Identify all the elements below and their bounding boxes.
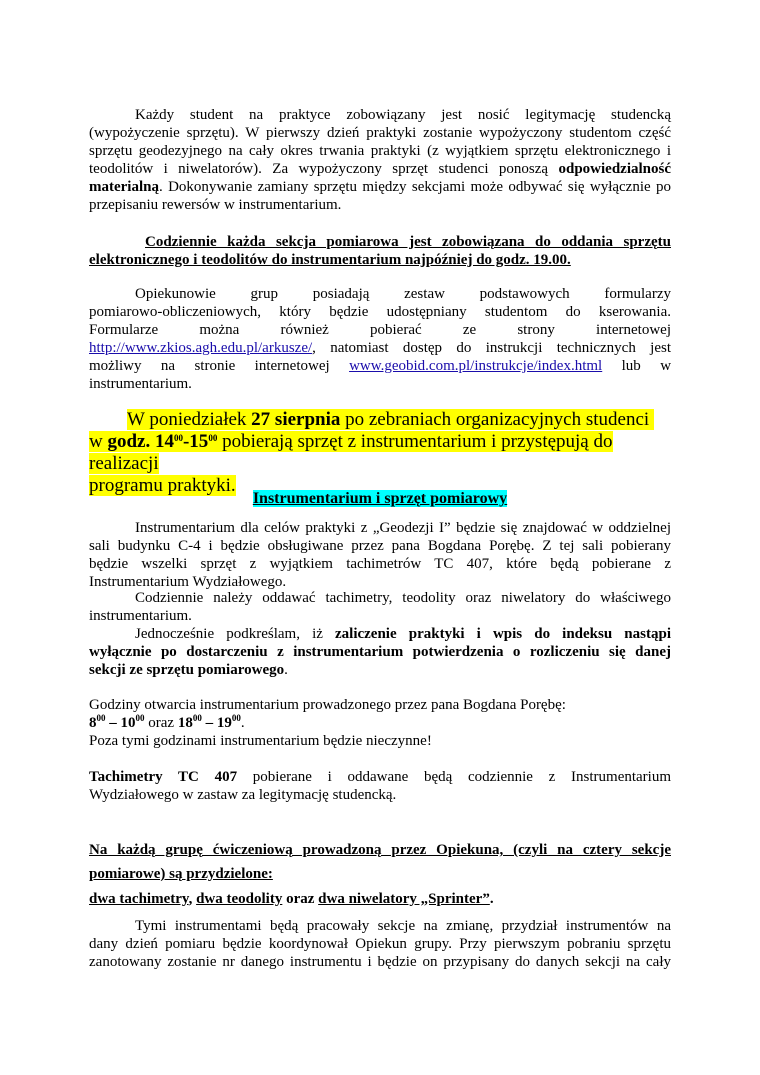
text-line: (wypożyczenie sprzętu). W pierwszy dzień praktyki zostanie wypożyczony studentom część xyxy=(89,125,671,141)
text-line: Każdy student na praktyce zobowiązany jest nosić legitymację studencką xyxy=(135,107,671,123)
geobid-link[interactable]: www.geobid.com.pl/instrukcje/index.html xyxy=(349,358,603,374)
bold-underlined-line: pomiarowe) są przydzielone: xyxy=(89,866,273,882)
text-line: instrumentarium. xyxy=(89,376,192,392)
opening-hours xyxy=(89,696,671,750)
text-line: materialną. Dokonywanie zamiany sprzętu między sekcjami może odbywać się wyłącznie po xyxy=(89,179,671,195)
text-line: Codziennie należy oddawać tachimetry, teodolity oraz niwelatory do właściwego xyxy=(135,590,671,606)
text-line: Tymi instrumentami będą pracowały sekcje na zmianę, przydział instrumentów na xyxy=(135,918,671,934)
text-line: sprzętu geodezyjnego na cały okres trwania praktyki (z wyjątkiem sprzętu elektronicznego i xyxy=(89,143,671,159)
text-line: przepisaniu rewersów w instrumentarium. xyxy=(89,197,342,213)
text-line: Instrumentarium dla celów praktyki z „Geodezji I” będzie się znajdować w oddzielnej xyxy=(135,520,671,536)
highlighted-line: W poniedziałek 27 sierpnia po zebraniach organizacyjnych studenci xyxy=(89,409,671,431)
text-line: Formularze można również pobierać ze strony internetowej xyxy=(89,322,671,338)
paragraph-instrumentarium xyxy=(89,519,671,591)
hours-line: $8^{00} - 10^{00}$ oraz $18^{00} - 19^{00}$. xyxy=(89,713,245,731)
paragraph-przydzial xyxy=(89,838,671,886)
highlighted-line: w godz. $14^{00}-15^{00}$ pobierają sprzęt z instrumentarium i przystępują do realizacji xyxy=(89,431,613,474)
text-line: pomiarowo-obliczeniowych, który będzie udostępniany studentom do kserowania. xyxy=(89,304,671,320)
paragraph-legitymacja xyxy=(89,106,671,214)
text-line: sali budynku C-4 i będzie obsługiwane przez pana Bogdana Porębę. Z tej sali pobierany xyxy=(89,538,671,554)
text-line: zanotowany zostanie nr danego instrumentu i będzie on przypisany do danych sekcji na cały xyxy=(89,954,671,970)
section-heading: Instrumentarium i sprzęt pomiarowy xyxy=(252,490,508,507)
paragraph-zaliczenie xyxy=(89,625,671,679)
bold-phrase: odpowiedzialność xyxy=(558,161,671,177)
paragraph-instrumenty xyxy=(89,917,671,971)
text-line: Poza tymi godzinami instrumentarium będzie nieczynne! xyxy=(89,733,432,749)
paragraph-daily-return xyxy=(89,233,671,269)
text-line: sekcji ze sprzętu pomiarowego. xyxy=(89,662,288,678)
text-line: wyłącznie po dostarczeniu z instrumentarium potwierdzenia o rozliczeniu się danej xyxy=(89,644,671,660)
bold-phrase: materialną xyxy=(89,179,159,195)
bold-underlined-line: Codziennie każda sekcja pomiarowa jest zobowiązana do oddania sprzętu xyxy=(145,234,671,250)
text-line: będzie wszelki sprzęt z wyjątkiem tachimetrów TC 407, które będą pobierane z xyxy=(89,556,671,572)
paragraph-start-date xyxy=(89,409,671,497)
text-line: dwa tachimetry, dwa teodolity oraz dwa niwelatory „Sprinter”. xyxy=(89,891,494,907)
arkusze-link[interactable]: http://www.zkios.agh.edu.pl/arkusze/ xyxy=(89,340,313,356)
text-line: dany dzień pomiaru będzie koordynował Opiekun grupy. Przy pierwszym pobraniu sprzętu xyxy=(89,936,671,952)
highlighted-line: programu praktyki. xyxy=(89,475,236,496)
text-line: Opiekunowie grup posiadają zestaw podstawowych formularzy xyxy=(135,286,671,302)
paragraph-codziennie xyxy=(89,589,671,625)
bold-underlined-line: Na każdą grupę ćwiczeniową prowadzoną przez Opiekuna, (czyli na cztery sekcje xyxy=(89,842,671,858)
text-line: http://www.zkios.agh.edu.pl/arkusze/, natomiast dostęp do instrukcji technicznych jest xyxy=(89,340,671,356)
text-line: Jednocześnie podkreślam, iż zaliczenie praktyki i wpis do indeksu nastąpi xyxy=(135,626,671,642)
equipment-list xyxy=(89,890,671,908)
section-heading-wrap xyxy=(89,489,671,509)
text-line: możliwy na stronie internetowej www.geobid.com.pl/instrukcje/index.html lub w xyxy=(89,358,672,374)
text-line: Wydziałowego w zastaw za legitymację studencką. xyxy=(89,787,397,803)
text-line: Tachimetry TC 407 pobierane i oddawane będą codziennie z Instrumentarium xyxy=(89,769,672,785)
text-line: Instrumentarium Wydziałowego. xyxy=(89,574,287,590)
text-line: instrumentarium. xyxy=(89,608,192,624)
paragraph-tachimetry xyxy=(89,768,671,804)
paragraph-formularze xyxy=(89,285,671,393)
text-line: Godziny otwarcia instrumentarium prowadzonego przez pana Bogdana Porębę: xyxy=(89,697,566,713)
text-line: teodolitów i niwelatorów). Za wypożyczony sprzęt studenci ponoszą odpowiedzialność xyxy=(89,161,671,177)
bold-underlined-line: elektronicznego i teodolitów do instrumentarium najpóźniej do godz. 19.00. xyxy=(89,252,571,268)
